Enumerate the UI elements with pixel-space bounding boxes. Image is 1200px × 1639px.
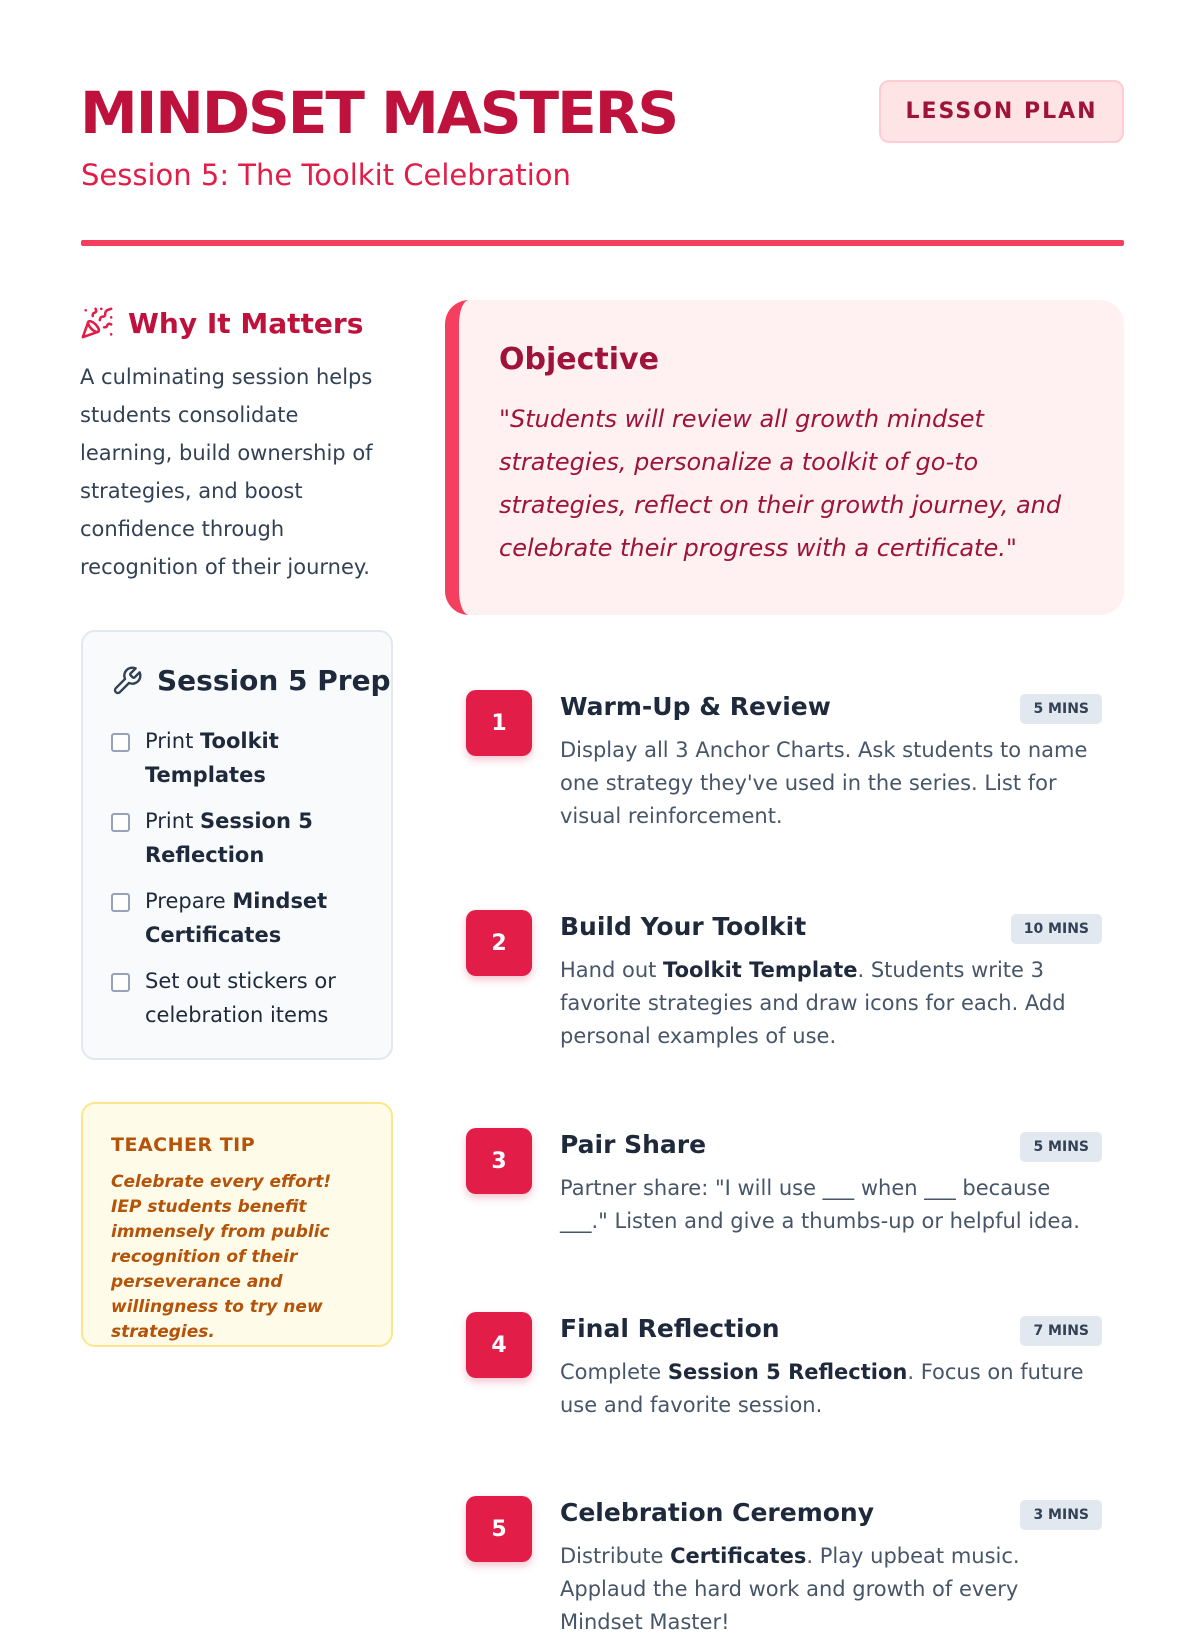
prep-checklist	[111, 724, 381, 1044]
step-duration-badge: 3 MINS	[1020, 1500, 1102, 1530]
session-prep-card	[81, 630, 393, 1060]
step-description: Hand out Toolkit Template. Students write 3 favorite strategies and draw icons for each. Add personal examples of use.	[560, 958, 1066, 1048]
objective-card	[445, 300, 1124, 615]
step-number: 1	[466, 690, 532, 756]
lesson-plan-badge: LESSON PLAN	[879, 80, 1124, 143]
header-divider	[81, 240, 1124, 246]
step-description: Complete Session 5 Reflection. Focus on future use and favorite session.	[560, 1360, 1084, 1417]
step-number: 2	[466, 910, 532, 976]
prep-item	[111, 804, 381, 872]
step-duration-badge: 5 MINS	[1020, 1132, 1102, 1162]
teacher-tip-card	[81, 1102, 393, 1347]
step-title: Celebration Ceremony	[560, 1498, 875, 1527]
step-duration-badge: 10 MINS	[1011, 914, 1102, 944]
page-title: MINDSET MASTERS	[80, 79, 678, 147]
prep-item-text: Prepare Mindset Certificates	[145, 889, 328, 947]
step-description: Distribute Certificates. Play upbeat music. Applaud the hard work and growth of every Mindset Master!	[560, 1544, 1020, 1634]
why-it-matters-text: A culminating session helps students consolidate learning, build ownership of strategies, and boost confidence through recognition of their journey.	[80, 365, 373, 579]
step-number: 3	[466, 1128, 532, 1194]
prep-item-text: Set out stickers or celebration items	[145, 969, 336, 1027]
prep-item-text: Print Toolkit Templates	[145, 729, 279, 787]
step-number: 5	[466, 1496, 532, 1562]
prep-item	[111, 884, 381, 952]
step-description: Display all 3 Anchor Charts. Ask students to name one strategy they've used in the series. List for visual reinforcement.	[560, 738, 1088, 828]
prep-checkbox[interactable]	[111, 813, 130, 832]
step-title: Final Reflection	[560, 1314, 780, 1343]
wrench-icon	[111, 665, 143, 697]
prep-item	[111, 724, 381, 792]
why-it-matters-heading	[80, 306, 363, 340]
step-title: Warm-Up & Review	[560, 692, 831, 721]
step-title: Build Your Toolkit	[560, 912, 807, 941]
prep-item-text: Print Session 5 Reflection	[145, 809, 313, 867]
session-prep-title: Session 5 Prep	[157, 664, 391, 697]
session-prep-heading	[111, 664, 391, 697]
step-duration-badge: 7 MINS	[1020, 1316, 1102, 1346]
prep-checkbox[interactable]	[111, 973, 130, 992]
step-title: Pair Share	[560, 1130, 707, 1159]
step-number: 4	[466, 1312, 532, 1378]
prep-checkbox[interactable]	[111, 893, 130, 912]
teacher-tip-text: Celebrate every effort! IEP students benefit immensely from public recognition of their perseverance and willingness to try new strategies.	[111, 1172, 332, 1342]
teacher-tip-label: TEACHER TIP	[111, 1134, 256, 1156]
page-subtitle: Session 5: The Toolkit Celebration	[81, 158, 571, 192]
prep-item	[111, 964, 381, 1032]
objective-text: "Students will review all growth mindset strategies, personalize a toolkit of go-to strategies, reflect on their growth journey, and celebrate their progress with a certificate."	[499, 405, 1062, 562]
prep-checkbox[interactable]	[111, 733, 130, 752]
party-popper-icon	[80, 306, 114, 340]
step-description: Partner share: "I will use ___ when ___ because ___." Listen and give a thumbs-up or helpful idea.	[560, 1176, 1080, 1233]
why-it-matters-title: Why It Matters	[128, 306, 364, 340]
step-duration-badge: 5 MINS	[1020, 694, 1102, 724]
objective-title: Objective	[499, 342, 659, 377]
